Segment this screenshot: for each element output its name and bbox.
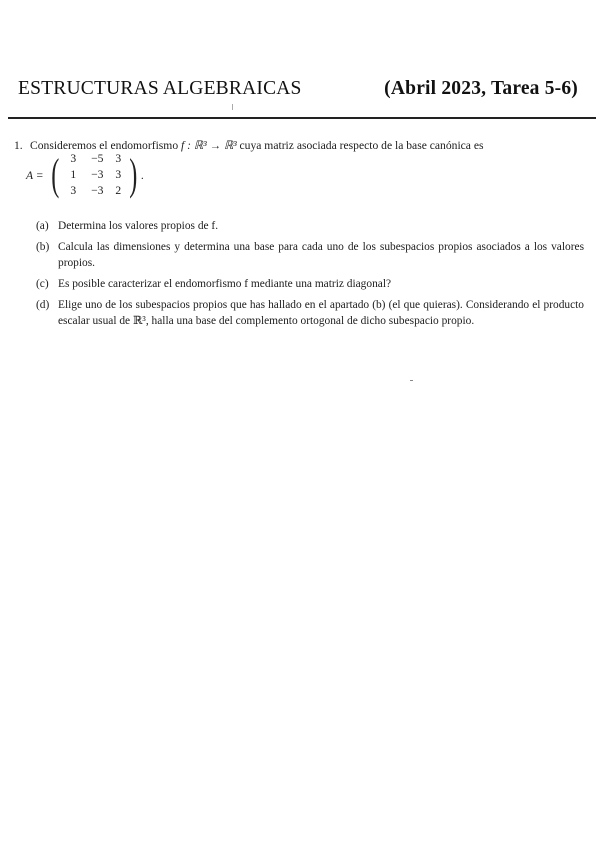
intro-text-end: cuya matriz asociada respecto de la base canónica es — [236, 139, 484, 152]
matrix-entry: −3 — [91, 168, 104, 181]
matrix-entry: −3 — [91, 184, 104, 197]
subquestion-item — [36, 239, 584, 271]
matrix-label: A = — [26, 168, 44, 182]
subquestion-text: Es posible caracterizar el endomorfismo f mediante una matriz diagonal? — [58, 278, 392, 290]
problem-intro — [14, 138, 586, 153]
problem-1 — [14, 138, 586, 153]
subquestion-text: Elige uno de los subespacios propios que has hallado en el apartado (b) (el que quieras). Considerando el producto escalar usual de ℝ³, halla una base del complemento ortogonal de dicho subespacio propio. — [58, 299, 584, 327]
problem-statement — [30, 138, 586, 153]
matrix-entry: 3 — [70, 152, 77, 165]
matrix-entry: 1 — [70, 168, 77, 181]
matrix-end-period: . — [140, 168, 144, 182]
matrix-A — [26, 152, 144, 198]
endomorphism-formula: f : ℝ³ → ℝ³ — [181, 139, 237, 152]
matrix-entry: 3 — [70, 184, 77, 197]
subquestion-list — [36, 218, 584, 334]
intro-text-start: Consideremos el endomorfismo — [30, 139, 182, 152]
subquestion-label: (a) — [36, 220, 49, 232]
subquestion-text: Determina los valores propios de f. — [58, 220, 219, 232]
subquestion-label: (d) — [36, 299, 50, 311]
assignment-term: (Abril 2023, Tarea 5-6) — [384, 78, 578, 99]
scan-speck — [232, 104, 233, 110]
right-paren: ) — [129, 150, 138, 199]
matrix-entry: 3 — [115, 168, 122, 181]
subquestion-label: (c) — [36, 278, 49, 290]
subquestion-item — [36, 218, 584, 234]
course-title: ESTRUCTURAS ALGEBRAICAS — [18, 78, 302, 99]
matrix-entry: −5 — [91, 152, 104, 165]
matrix-entry: 3 — [115, 152, 122, 165]
subquestion-item — [36, 276, 584, 292]
subquestion-text: Calcula las dimensiones y determina una base para cada uno de los subespacios propios asociados a los valores propios. — [58, 241, 584, 269]
left-paren: ( — [50, 150, 59, 199]
problem-number: 1. — [14, 139, 23, 152]
matrix-entry: 2 — [115, 184, 122, 197]
subquestion-label: (b) — [36, 241, 50, 253]
subquestion-item — [36, 297, 584, 329]
header-rule — [8, 117, 596, 119]
scan-speck — [410, 380, 413, 381]
matrix-entries — [62, 152, 126, 198]
page-header — [18, 78, 578, 100]
